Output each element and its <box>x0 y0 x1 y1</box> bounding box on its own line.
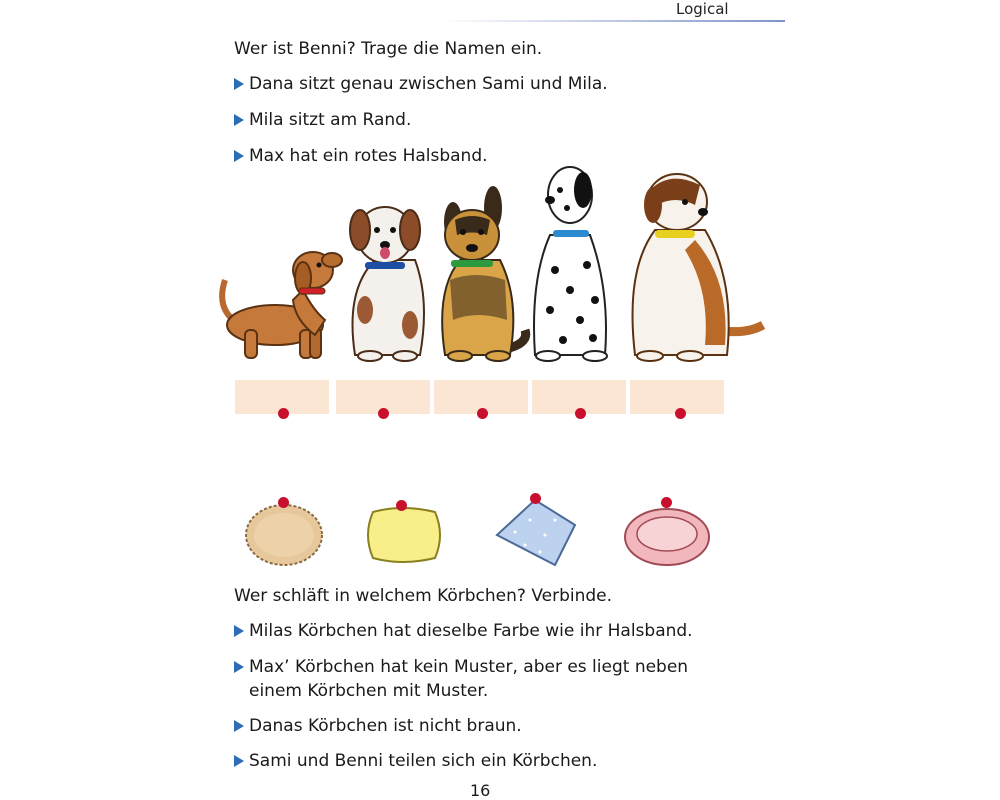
clue-2: Mila sitzt am Rand. <box>234 108 411 132</box>
dog-connect-dot-2[interactable] <box>378 408 389 419</box>
blue-dotted-cushion-icon <box>497 500 575 565</box>
basket-connect-dot-1[interactable] <box>278 497 289 508</box>
dog-connect-dot-4[interactable] <box>575 408 586 419</box>
shepherd-icon <box>442 186 526 361</box>
clue-6: Danas Körbchen ist nicht braun. <box>234 714 522 738</box>
dog-connect-dot-3[interactable] <box>477 408 488 419</box>
bullet-arrow-icon <box>234 720 244 732</box>
question-baskets: Wer schläft in welchem Körbchen? Verbinde. <box>234 586 613 606</box>
clue-7: Sami und Benni teilen sich ein Körbchen. <box>234 749 597 773</box>
bullet-arrow-icon <box>234 625 244 637</box>
terrier-icon <box>350 207 424 361</box>
dog-connect-dot-1[interactable] <box>278 408 289 419</box>
basket-connect-dot-4[interactable] <box>661 497 672 508</box>
pink-bed-icon <box>625 509 709 565</box>
header-label: Logical <box>676 0 729 18</box>
bullet-arrow-icon <box>234 114 244 126</box>
bullet-arrow-icon <box>234 755 244 767</box>
fur-basket-icon <box>246 505 322 565</box>
dachshund-icon <box>222 252 342 358</box>
dalmatian-icon <box>534 167 607 361</box>
clue-5: Max’ Körbchen hat kein Muster, aber es liegt neben <box>234 655 688 679</box>
header-rule <box>440 20 785 22</box>
basket-connect-dot-3[interactable] <box>530 493 541 504</box>
dog-connect-dot-5[interactable] <box>675 408 686 419</box>
baskets-illustration <box>235 490 715 575</box>
clue-3: Max hat ein rotes Halsband. <box>234 144 488 168</box>
question-names: Wer ist Benni? Trage die Namen ein. <box>234 39 543 59</box>
bullet-arrow-icon <box>234 661 244 673</box>
page-number: 16 <box>470 781 491 800</box>
bullet-arrow-icon <box>234 78 244 90</box>
st-bernard-icon <box>633 174 764 361</box>
basket-connect-dot-2[interactable] <box>396 500 407 511</box>
clue-4: Milas Körbchen hat dieselbe Farbe wie ihr Halsband. <box>234 619 693 643</box>
clue-5-cont: einem Körbchen mit Muster. <box>249 681 489 701</box>
clue-1: Dana sitzt genau zwischen Sami und Mila. <box>234 72 608 96</box>
yellow-cushion-icon <box>368 508 440 562</box>
dogs-illustration <box>215 160 775 375</box>
